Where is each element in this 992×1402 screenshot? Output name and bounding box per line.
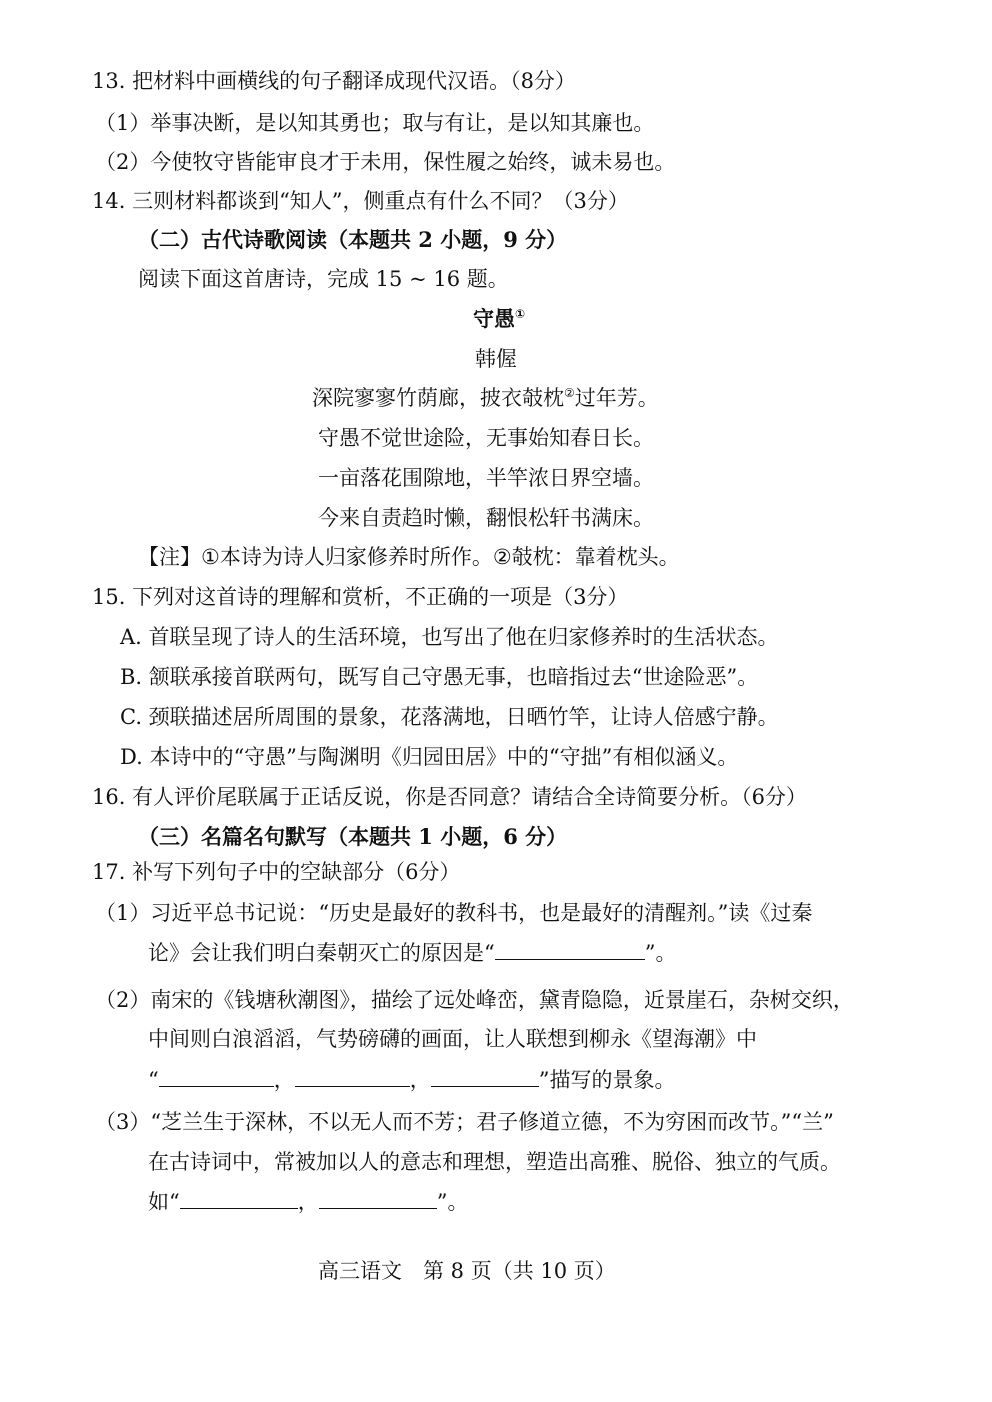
q17-2-suffix: ”描写的景象。 <box>538 1068 676 1092</box>
answer-blank-2[interactable] <box>159 1064 274 1087</box>
q17-1-prefix: 论》会让我们明白秦朝灭亡的原因是“ <box>148 941 495 965</box>
answer-blank-6[interactable] <box>319 1186 437 1209</box>
question-16-stem: 16. 有人评价尾联属于正话反说，你是否同意？请结合全诗简要分析。（6分） <box>92 785 807 809</box>
question-17-part-3-line-2: 在古诗词中，常被加以人的意志和理想，塑造出高雅、脱俗、独立的气质。 <box>148 1150 841 1174</box>
poem-line-1 <box>312 383 659 413</box>
poem-line-1-footnote-mark: ② <box>564 386 575 400</box>
question-17-stem: 17. 补写下列句子中的空缺部分（6分） <box>92 860 461 884</box>
question-17-part-3-line-1: （3）“芝兰生于深林，不以无人而不芳；君子修道立德，不为穷困而改节。”“兰” <box>95 1110 834 1134</box>
question-15-option-b: B. 颔联承接首联两句，既写自己守愚无事，也暗指过去“世途险恶”。 <box>120 665 759 689</box>
section-2-intro: 阅读下面这首唐诗，完成 15 ~ 16 题。 <box>138 267 509 291</box>
q17-1-suffix: ”。 <box>644 941 677 965</box>
q17-3-comma: ， <box>297 1190 319 1214</box>
poem-annotation: 【注】①本诗为诗人归家修养时所作。②攲枕：靠着枕头。 <box>138 545 680 569</box>
q17-3-suffix: ”。 <box>436 1190 469 1214</box>
answer-blank-5[interactable] <box>180 1186 298 1209</box>
poem-title-footnote-mark: ① <box>515 307 526 321</box>
question-13-stem: 13. 把材料中画横线的句子翻译成现代汉语。（8分） <box>92 69 576 93</box>
poem-author: 韩偓 <box>475 347 517 371</box>
poem-line-1-part-b: 过年芳。 <box>574 386 659 410</box>
answer-blank-3[interactable] <box>295 1064 410 1087</box>
q17-3-prefix: 如“ <box>148 1190 180 1214</box>
q17-2-open-quote: “ <box>148 1068 159 1092</box>
page-footer: 高三语文 第 8 页（共 10 页） <box>318 1259 616 1283</box>
poem-title <box>473 304 525 334</box>
question-17-part-2-line-2: 中间则白浪滔滔，气势磅礴的画面，让人联想到柳永《望海潮》中 <box>148 1027 757 1051</box>
question-17-part-1-line-1: （1）习近平总书记说：“历史是最好的教科书，也是最好的清醒剂。”读《过秦 <box>95 901 813 925</box>
section-2-heading: （二）古代诗歌阅读（本题共 2 小题，9 分） <box>138 227 568 252</box>
q17-2-comma-2: ， <box>409 1068 431 1092</box>
poem-title-text: 守愚 <box>473 307 515 331</box>
poem-line-1-part-a: 深院寥寥竹荫廊，披衣攲枕 <box>312 386 564 410</box>
answer-blank-1[interactable] <box>495 937 645 960</box>
poem-line-3: 一亩落花围隙地，半竿浓日界空墙。 <box>318 466 654 490</box>
question-15-option-c: C. 颈联描述居所周围的景象，花落满地，日晒竹竿，让诗人倍感宁静。 <box>120 705 779 729</box>
question-17-part-2-line-3 <box>148 1064 676 1095</box>
question-17-part-1-line-2 <box>148 937 676 968</box>
question-15-stem: 15. 下列对这首诗的理解和赏析，不正确的一项是（3分） <box>92 585 629 609</box>
question-13-sentence-1: （1）举事决断，是以知其勇也；取与有让，是以知其廉也。 <box>95 111 655 135</box>
poem-line-4: 今来自责趋时懒，翻恨松轩书满床。 <box>318 506 654 530</box>
section-3-heading: （三）名篇名句默写（本题共 1 小题，6 分） <box>138 824 568 849</box>
question-15-option-a: A. 首联呈现了诗人的生活环境，也写出了他在归家修养时的生活状态。 <box>120 625 779 649</box>
q17-2-comma-1: ， <box>273 1068 295 1092</box>
question-14-stem: 14. 三则材料都谈到“知人”，侧重点有什么不同？（3分） <box>92 189 629 213</box>
poem-line-2: 守愚不觉世途险，无事始知春日长。 <box>318 426 654 450</box>
answer-blank-4[interactable] <box>431 1064 539 1087</box>
question-17-part-2-line-1: （2）南宋的《钱塘秋潮图》，描绘了远处峰峦，黛青隐隐，近景崖石，杂树交织， <box>95 988 854 1012</box>
question-17-part-3-line-3 <box>148 1186 469 1217</box>
question-15-option-d: D. 本诗中的“守愚”与陶渊明《归园田居》中的“守拙”有相似涵义。 <box>120 745 739 769</box>
question-13-sentence-2: （2）今使牧守皆能审良才于未用，保性履之始终，诚未易也。 <box>95 150 676 174</box>
